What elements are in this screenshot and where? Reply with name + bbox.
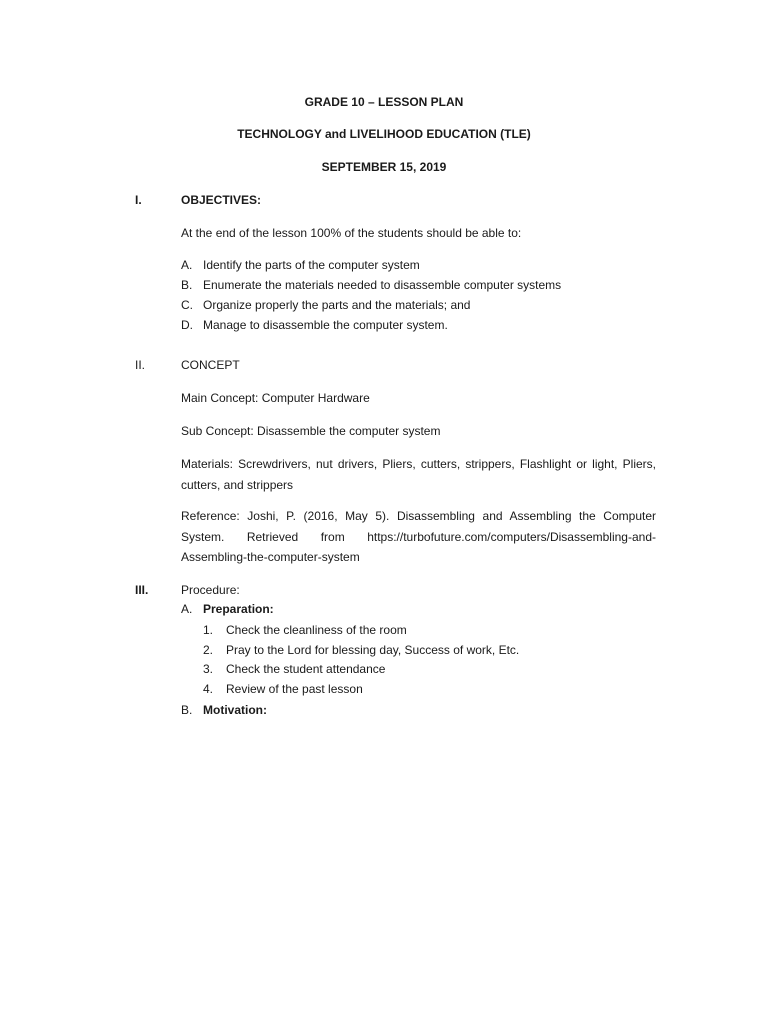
objective-text: Organize properly the parts and the materials; and	[203, 298, 471, 312]
objective-text: Identify the parts of the computer system	[203, 258, 420, 272]
step-text: Check the student attendance	[226, 662, 386, 676]
objectives-heading: OBJECTIVES:	[181, 193, 262, 207]
sub-concept: Sub Concept: Disassemble the computer system	[181, 424, 441, 438]
concept-heading: CONCEPT	[181, 358, 240, 372]
reference-paragraph: Reference: Joshi, P. (2016, May 5). Disassembling and Assembling the Computer System. Retrieved from https://turbofuture.com/computers/Disassembling-and-Assembling-the-computer-system	[181, 509, 656, 564]
main-concept: Main Concept: Computer Hardware	[181, 391, 370, 405]
objective-text: Enumerate the materials needed to disassemble computer systems	[203, 278, 562, 292]
section-numeral-objectives: I.	[135, 193, 142, 207]
section-numeral-procedure: III.	[135, 583, 149, 597]
objective-letter: D.	[181, 318, 193, 332]
objective-letter: B.	[181, 278, 193, 292]
step-number: 2.	[203, 643, 214, 657]
step-text: Review of the past lesson	[226, 682, 363, 696]
subject-title: TECHNOLOGY and LIVELIHOOD EDUCATION (TLE)	[237, 127, 531, 141]
step-number: 3.	[203, 662, 214, 676]
step-number: 4.	[203, 682, 214, 696]
motivation-letter: B.	[181, 703, 193, 717]
motivation-label: Motivation:	[203, 703, 267, 717]
preparation-letter: A.	[181, 602, 193, 616]
objective-letter: A.	[181, 258, 193, 272]
step-text: Check the cleanliness of the room	[226, 623, 407, 637]
objectives-intro: At the end of the lesson 100% of the students should be able to:	[181, 226, 522, 240]
lesson-date: SEPTEMBER 15, 2019	[321, 160, 447, 174]
lesson-plan-title: GRADE 10 – LESSON PLAN	[304, 95, 464, 109]
materials-paragraph: Materials: Screwdrivers, nut drivers, Pliers, cutters, strippers, Flashlight or light, Pliers, cutters, and strippers	[181, 457, 656, 492]
objective-text: Manage to disassemble the computer system.	[203, 318, 448, 332]
step-number: 1.	[203, 623, 214, 637]
step-text: Pray to the Lord for blessing day, Success of work, Etc.	[226, 643, 520, 657]
objective-letter: C.	[181, 298, 193, 312]
procedure-heading: Procedure:	[181, 583, 240, 597]
preparation-label: Preparation:	[203, 602, 274, 616]
section-numeral-concept: II.	[135, 358, 146, 372]
